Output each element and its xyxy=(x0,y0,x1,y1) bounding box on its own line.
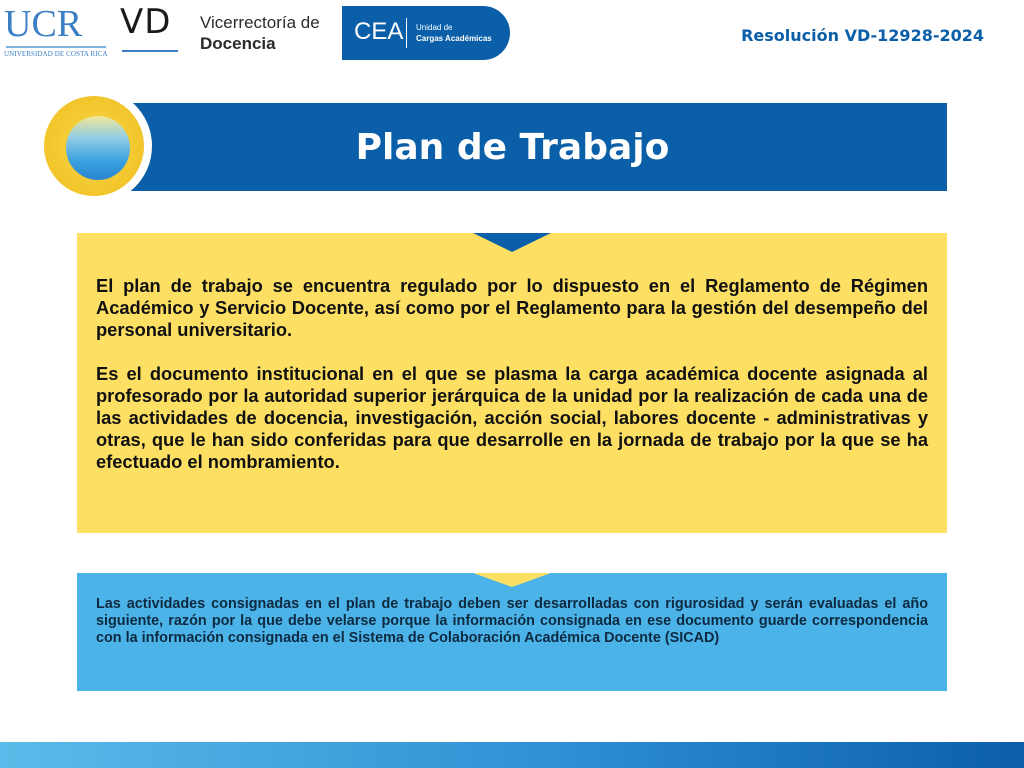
regulation-paragraph-1: El plan de trabajo se encuentra regulado por lo dispuesto en el Reglamento de Régimen Académico y Servicio Docente, así como por el Reglamento para la gestión del desempeño del personal universitario. xyxy=(96,275,928,340)
evaluation-box-pointer xyxy=(473,573,551,587)
cea-subtitle-line1: Unidad de xyxy=(416,23,453,32)
vicerrectoria-line2: Docencia xyxy=(200,34,276,53)
cea-logo-separator xyxy=(406,18,407,48)
vicerrectoria-line1: Vicerrectoría de xyxy=(200,13,320,32)
vd-logo xyxy=(120,4,182,58)
regulation-box-pointer xyxy=(473,233,551,252)
evaluation-text: Las actividades consignadas en el plan de trabajo deben ser desarrolladas con rigurosidad y serán evaluadas el año siguiente, razón por la que debe velarse porque la información consignada en ese documento guarde correspondencia con la información consignada en el Sistema de Colaboración Académica Docente (SICAD) xyxy=(96,596,928,646)
sun-icon-center xyxy=(66,116,130,180)
ucr-logo-underline xyxy=(6,46,106,48)
resolution-number: Resolución VD-12928-2024 xyxy=(741,26,984,45)
ucr-logo-subtitle: UNIVERSIDAD DE COSTA RICA xyxy=(4,50,108,58)
vd-logo-underline xyxy=(122,50,178,52)
cea-logo xyxy=(342,6,510,60)
footer-bar xyxy=(0,742,1024,768)
cea-subtitle-line2: Cargas Académicas xyxy=(416,34,492,43)
regulation-paragraph-2: Es el documento institucional en el que se plasma la carga académica docente asignada al profesorado por la autoridad superior jerárquica de la unidad por la realización de cada una de las actividades de docencia, investigación, acción social, labores docente - administrativas y otras, que le han sido conferidas para que desarrolle en la jornada de trabajo por la que se ha efectuado el nombramiento. xyxy=(96,363,928,472)
title-banner xyxy=(78,103,947,191)
cea-logo-text: CEA xyxy=(354,18,404,45)
vicerrectoria-label xyxy=(200,12,320,54)
ucr-logo xyxy=(4,4,108,64)
page-title: Plan de Trabajo xyxy=(355,126,670,168)
vd-logo-text: VD xyxy=(120,2,172,42)
cea-logo-subtitle xyxy=(416,22,492,44)
ucr-logo-text: UCR xyxy=(4,3,83,45)
regulation-text xyxy=(96,275,928,495)
